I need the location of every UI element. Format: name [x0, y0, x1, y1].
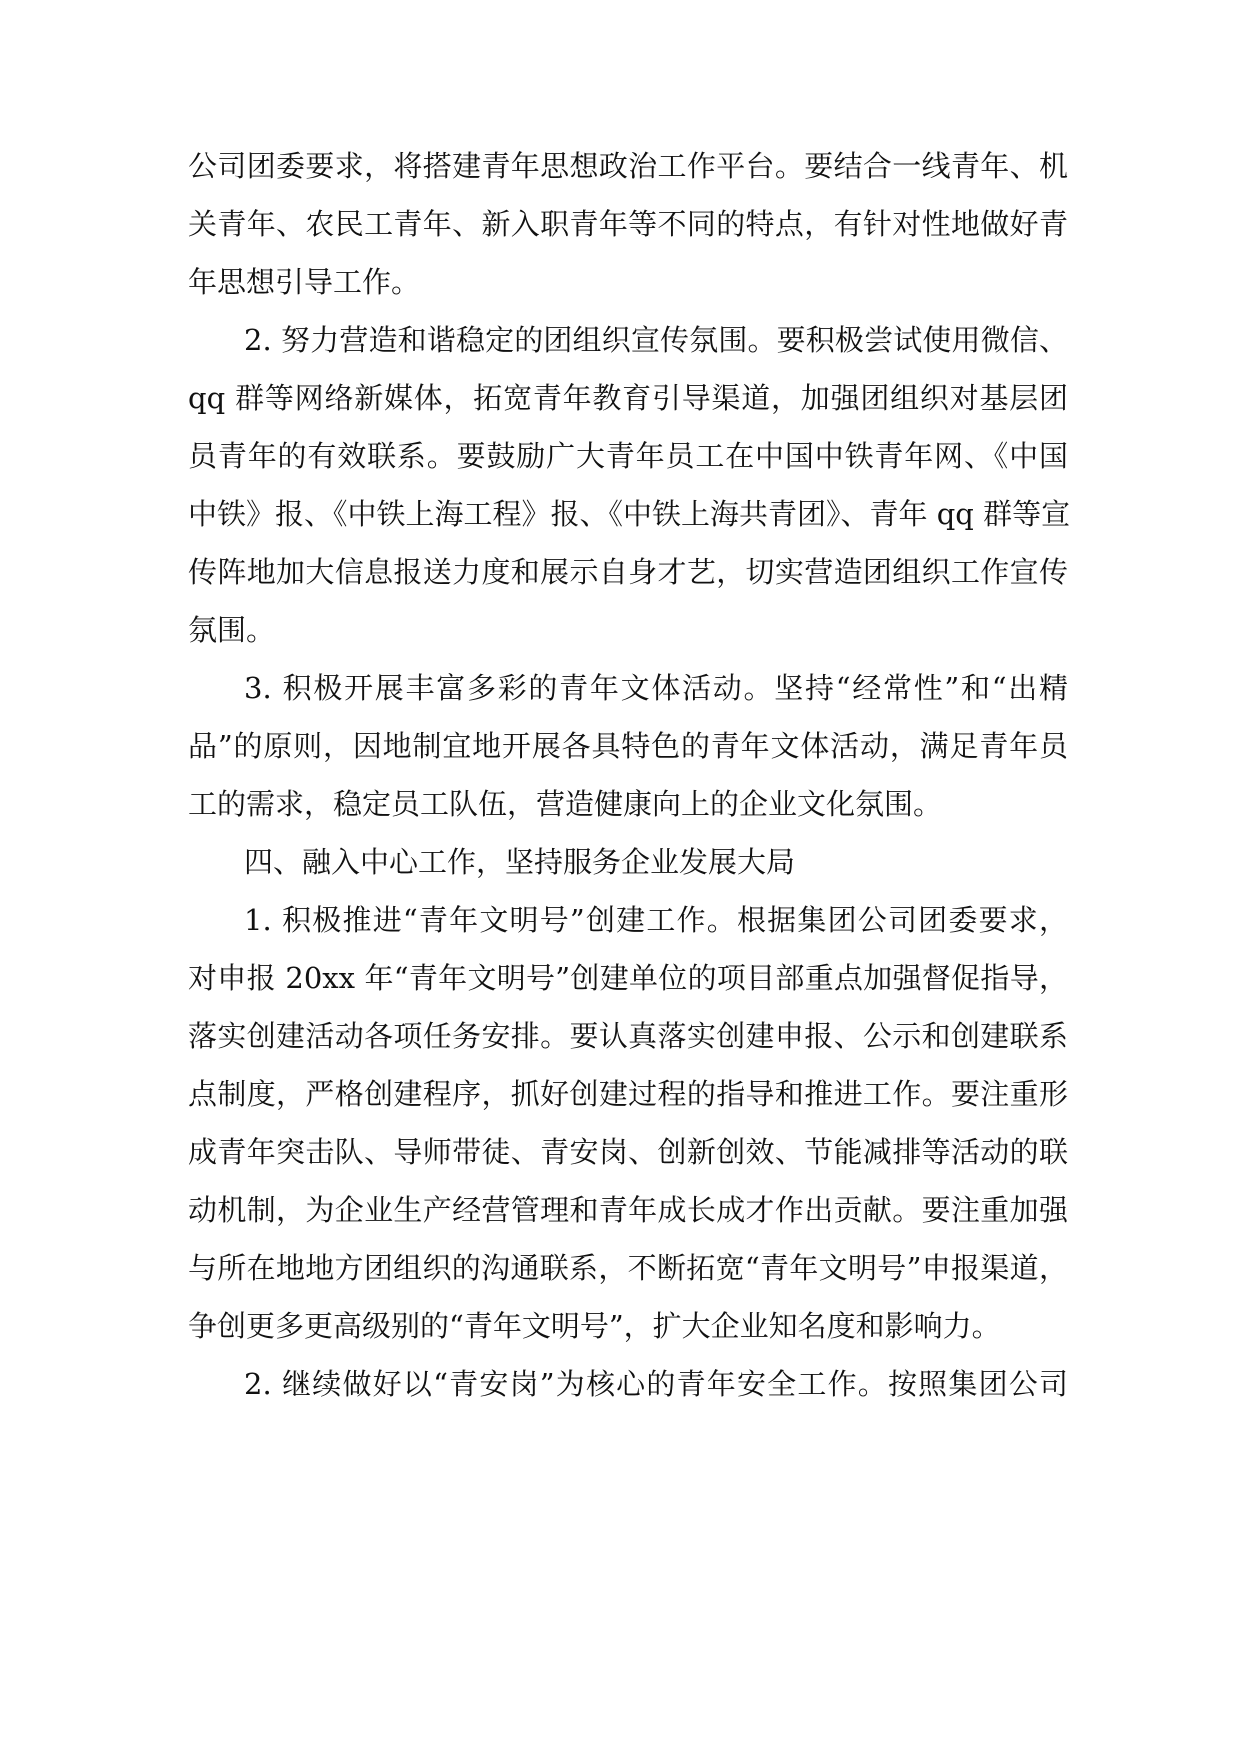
paragraph-line: qq 群等网络新媒体，拓宽青年教育引导渠道，加强团组织对基层团: [188, 381, 1068, 415]
paragraph-line: 动机制，为企业生产经营管理和青年成长成才作出贡献。要注重加强: [188, 1193, 1068, 1227]
paragraph-line: 传阵地加大信息报送力度和展示自身才艺，切实营造团组织工作宣传: [188, 555, 1068, 589]
paragraph-line: 工的需求，稳定员工队伍，营造健康向上的企业文化氛围。: [188, 787, 943, 821]
paragraph-line: 对申报 20xx 年“青年文明号”创建单位的项目部重点加强督促指导，: [188, 961, 1068, 995]
paragraph-line: 关青年、农民工青年、新入职青年等不同的特点，有针对性地做好青: [188, 207, 1068, 241]
paragraph-line: 争创更多更高级别的“青年文明号”，扩大企业知名度和影响力。: [188, 1309, 1001, 1343]
paragraph-line: 氛围。: [188, 613, 276, 647]
paragraph-line: 2. 努力营造和谐稳定的团组织宣传氛围。要积极尝试使用微信、: [244, 323, 1068, 357]
paragraph-line: 品”的原则，因地制宜地开展各具特色的青年文体活动，满足青年员: [188, 729, 1068, 763]
paragraph-line: 年思想引导工作。: [188, 265, 421, 299]
paragraph-line: 落实创建活动各项任务安排。要认真落实创建申报、公示和创建联系: [188, 1019, 1068, 1053]
paragraph-line: 点制度，严格创建程序，抓好创建过程的指导和推进工作。要注重形: [188, 1077, 1068, 1111]
section-heading: 四、融入中心工作，坚持服务企业发展大局: [244, 845, 796, 879]
paragraph-line: 成青年突击队、导师带徒、青安岗、创新创效、节能减排等活动的联: [188, 1135, 1068, 1169]
paragraph-line: 1. 积极推进“青年文明号”创建工作。根据集团公司团委要求，: [244, 903, 1068, 937]
paragraph-line: 2. 继续做好以“青安岗”为核心的青年安全工作。按照集团公司: [244, 1367, 1068, 1401]
paragraph-line: 中铁》报、《中铁上海工程》报、《中铁上海共青团》、青年 qq 群等宣: [188, 497, 1071, 531]
paragraph-line: 员青年的有效联系。要鼓励广大青年员工在中国中铁青年网、《中国: [188, 439, 1068, 473]
paragraph-line: 与所在地地方团组织的沟通联系，不断拓宽“青年文明号”申报渠道，: [188, 1251, 1068, 1285]
paragraph-line: 3. 积极开展丰富多彩的青年文体活动。坚持“经常性”和“出精: [244, 671, 1068, 705]
paragraph-line: 公司团委要求，将搭建青年思想政治工作平台。要结合一线青年、机: [188, 149, 1068, 183]
